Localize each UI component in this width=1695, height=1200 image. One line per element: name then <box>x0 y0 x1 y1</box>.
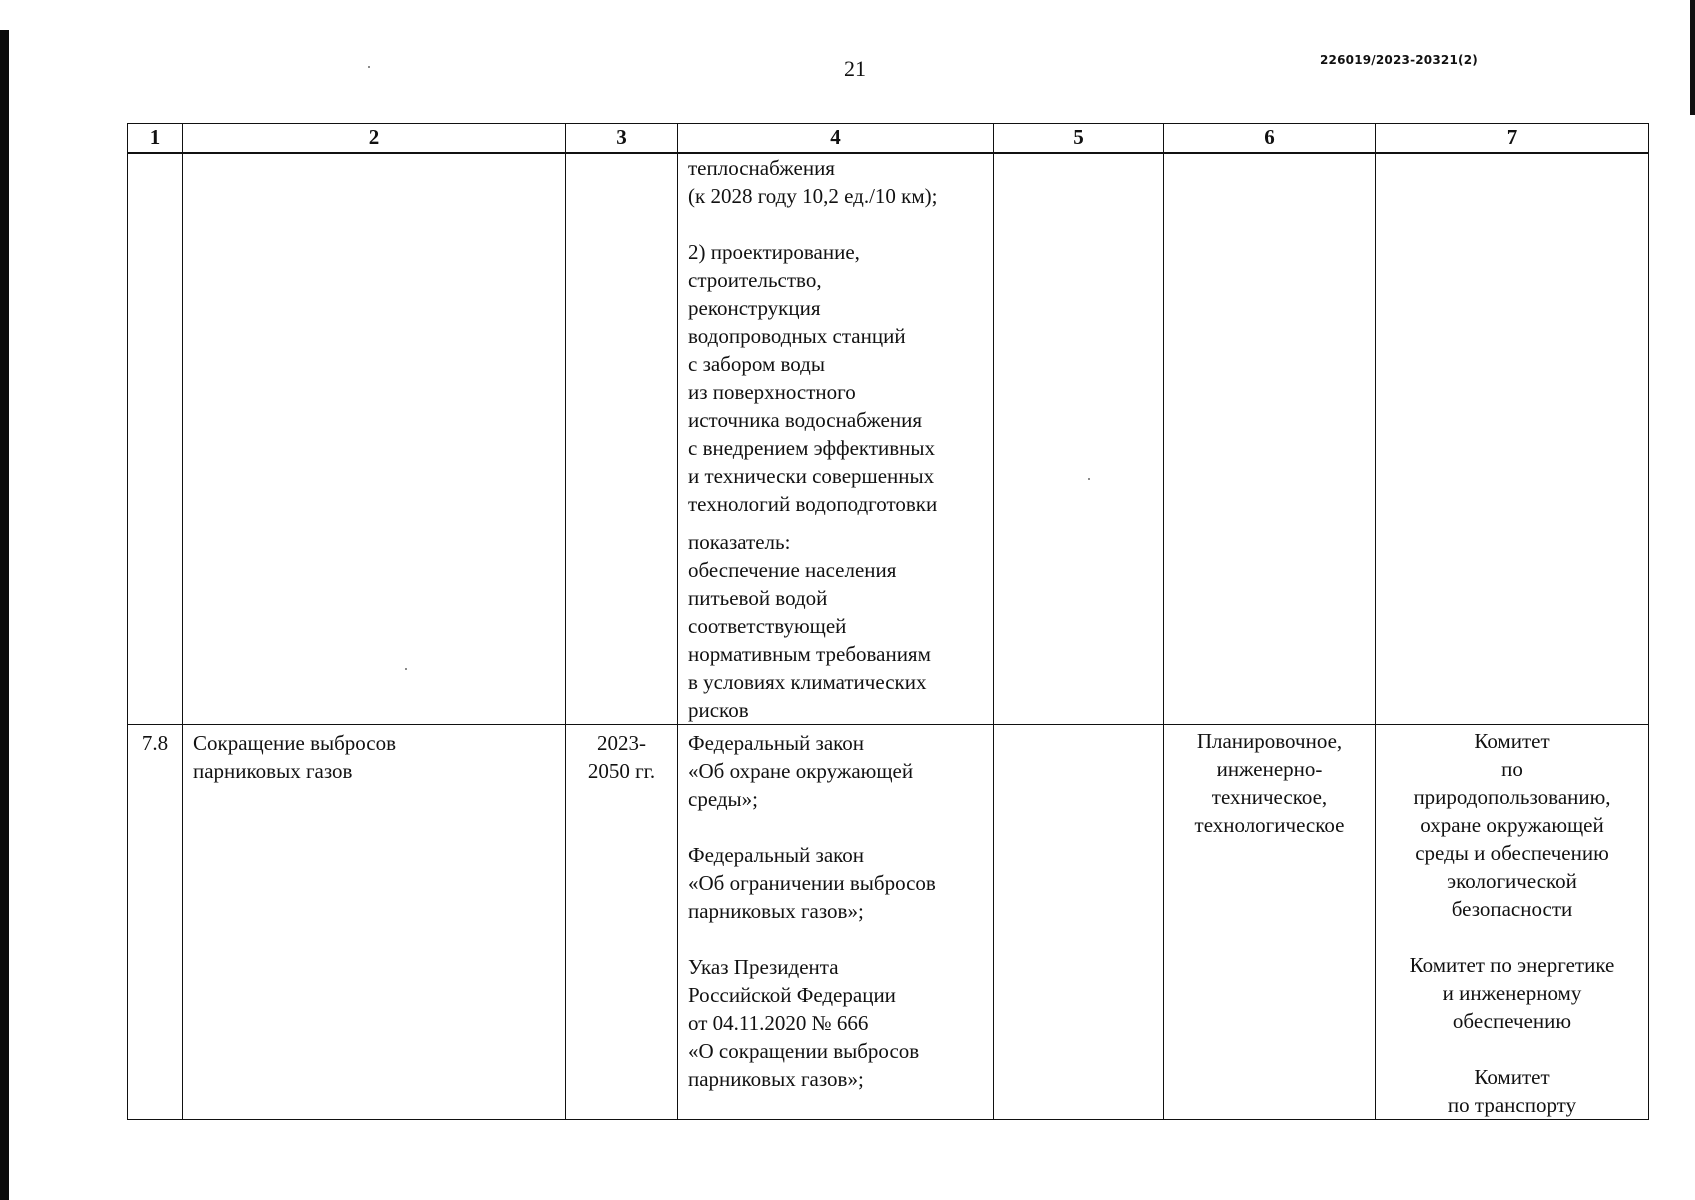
header-col-3: 3 <box>566 124 678 154</box>
scan-speck <box>368 66 370 68</box>
table-row <box>128 725 1649 1120</box>
term-text: 2023- 2050 гг. <box>587 731 656 783</box>
cell-term <box>566 153 678 725</box>
cell-term <box>566 725 678 1120</box>
basis-paragraph: Указ Президента Российской Федерации от 04.11.2020 № 666 «О сокращении выбросов парниковых газов»; <box>688 955 920 1091</box>
measure-name: Сокращение выбросов парниковых газов <box>193 731 397 783</box>
cell-basis <box>678 725 994 1120</box>
cell-col-6 <box>1164 153 1376 725</box>
header-col-4: 4 <box>678 124 994 154</box>
responsible-body: Комитет по транспорту <box>1447 1065 1577 1117</box>
scan-edge-left <box>0 30 9 1200</box>
header-col-5: 5 <box>994 124 1164 154</box>
header-col-1: 1 <box>128 124 183 154</box>
cell-col-7 <box>1376 153 1649 725</box>
responsible-body: Комитет по природопользованию, охране окружающей среды и обеспечению экологической безопасности <box>1413 729 1611 921</box>
page-number: 21 <box>844 56 866 81</box>
cell-col-5 <box>994 153 1164 725</box>
basis-paragraph: 2) проектирование, строительство, реконструкция водопроводных станций с забором воды из поверхностного источника водоснабжения с внедрением эффективных и технически совершенных технологий водоподготовки <box>688 240 938 516</box>
cell-basis <box>678 153 994 725</box>
cell-number <box>128 153 183 725</box>
header-col-6: 6 <box>1164 124 1376 154</box>
activity-type: Планировочное, инженерно- техническое, технологическое <box>1194 729 1345 837</box>
indicator-paragraph: показатель: обеспечение населения питьевой водой соответствующей нормативным требованиям в условиях климатических рисков <box>688 530 931 722</box>
measures-table <box>127 123 1649 1120</box>
cell-measure <box>183 725 566 1120</box>
cell-col-7 <box>1376 725 1649 1120</box>
cell-col-5 <box>994 725 1164 1120</box>
basis-paragraph: Федеральный закон «Об ограничении выбросов парниковых газов»; <box>688 843 936 923</box>
basis-paragraph: теплоснабжения (к 2028 году 10,2 ед./10 км); <box>688 156 938 208</box>
scan-edge-right <box>1690 0 1695 115</box>
cell-measure <box>183 153 566 725</box>
responsible-body: Комитет по энергетике и инженерному обеспечению <box>1409 953 1615 1033</box>
document-id: 226019/2023-20321(2) <box>1320 53 1478 67</box>
cell-col-6 <box>1164 725 1376 1120</box>
header-col-2: 2 <box>183 124 566 154</box>
header-col-7: 7 <box>1376 124 1649 154</box>
table-row <box>128 153 1649 725</box>
header-row <box>128 124 1649 154</box>
basis-paragraph: Федеральный закон «Об охране окружающей среды»; <box>688 731 914 811</box>
cell-number: 7.8 <box>128 725 183 1120</box>
